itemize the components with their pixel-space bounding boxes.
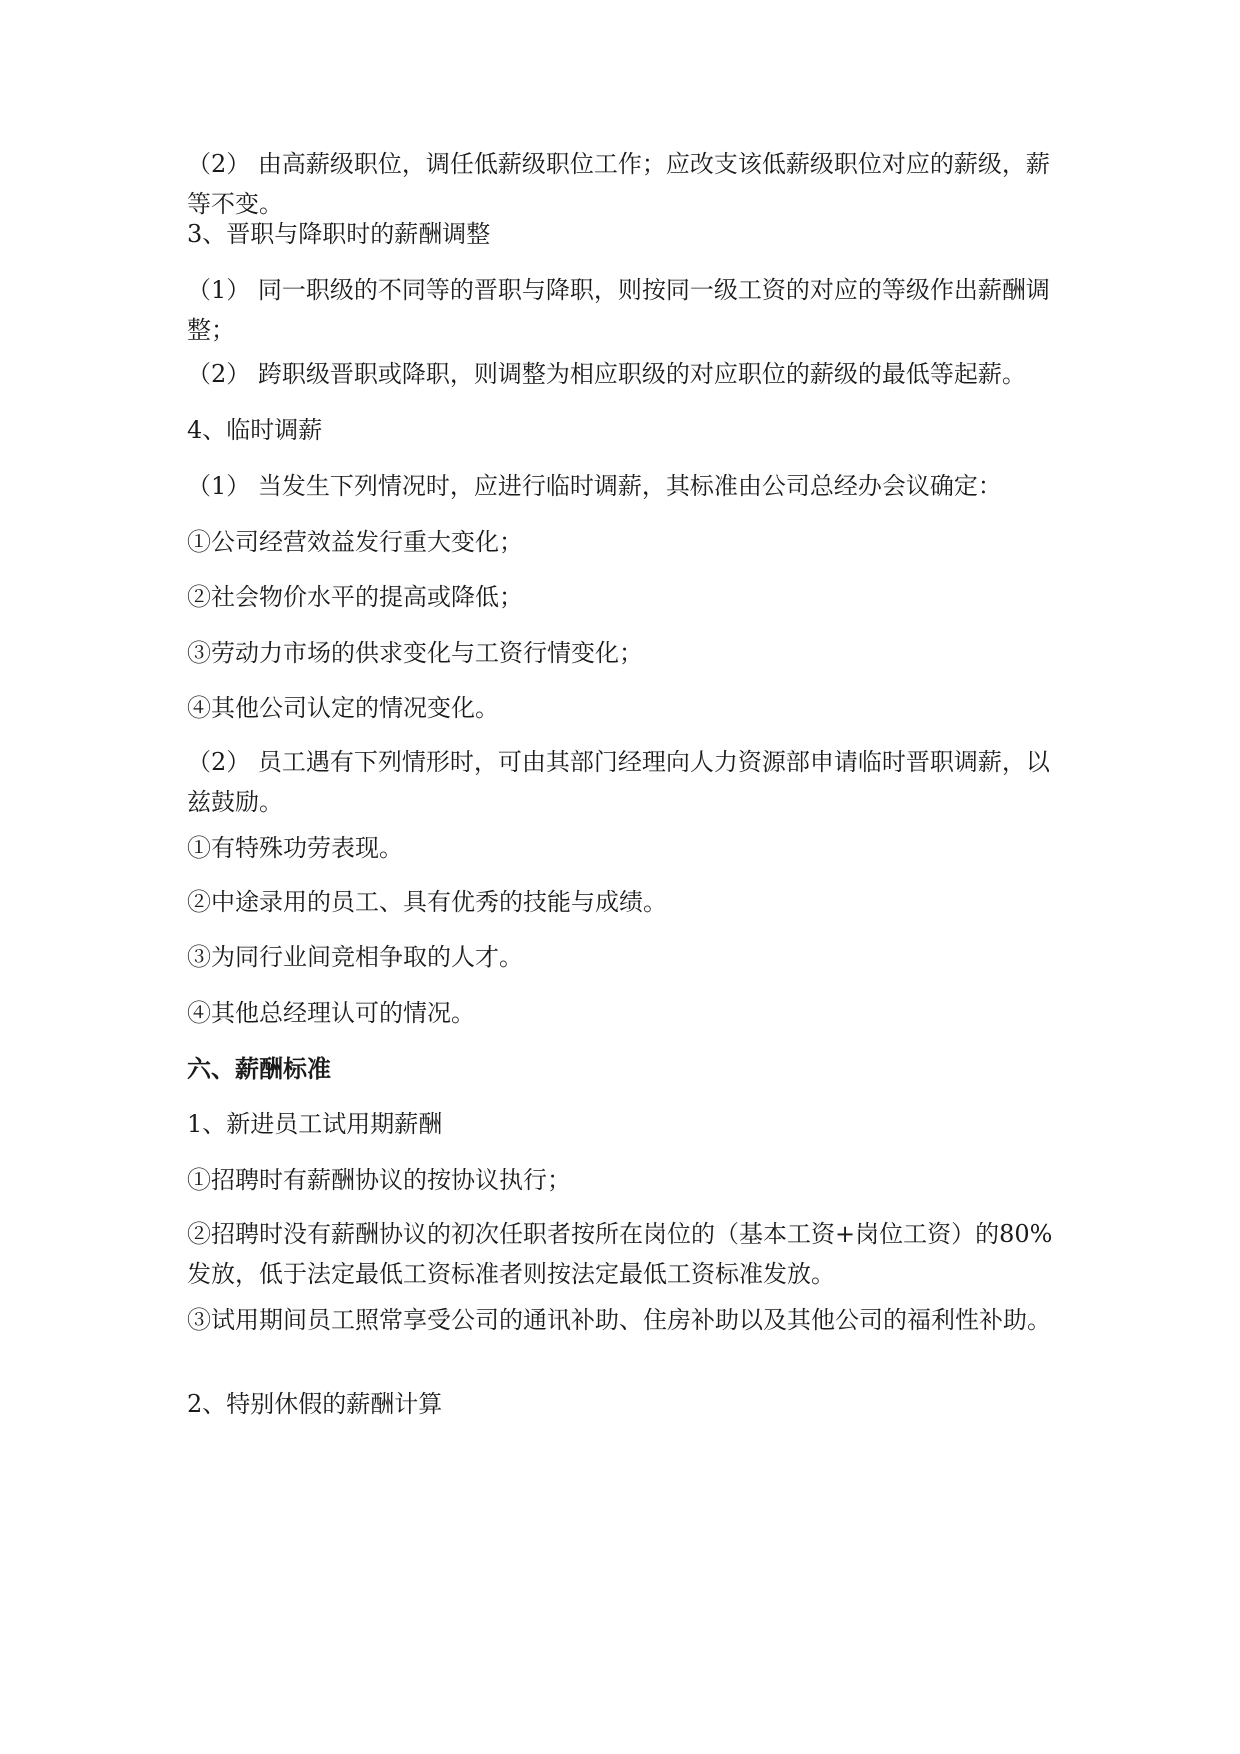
list-item-situation-3: ③为同行业间竞相争取的人才。 [187,943,523,971]
list-item-condition-4: ④其他公司认定的情况变化。 [187,694,499,722]
list-item-condition-2: ②社会物价水平的提高或降低； [187,583,523,611]
paragraph-cross-level-adjustment: （2） 跨职级晋职或降职，则调整为相应职级的对应职位的薪级的最低等起薪。 [187,360,1026,388]
list-item-condition-3: ③劳动力市场的供求变化与工资行情变化； [187,639,643,667]
subheading-probation-salary: 1、新进员工试用期薪酬 [187,1110,443,1138]
paragraph-employee-special-adjustment: （2） 员工遇有下列情形时，可由其部门经理向人力资源部申请临时晋职调薪，以兹鼓励。 [187,748,1050,816]
list-item-condition-1: ①公司经营效益发行重大变化； [187,528,523,556]
list-item-probation-rule-1: ①招聘时有薪酬协议的按协议执行； [187,1166,571,1194]
list-item-probation-rule-3: ③试用期间员工照常享受公司的通讯补助、住房补助以及其他公司的福利性补助。 [187,1306,1051,1334]
list-item-situation-1: ①有特殊功劳表现。 [187,834,403,862]
paragraph-temporary-adjustment-conditions: （1） 当发生下列情况时，应进行临时调薪，其标准由公司总经办会议确定： [187,472,1002,500]
list-item-probation-rule-2: ②招聘时没有薪酬协议的初次任职者按所在岗位的（基本工资+岗位工资）的80%发放，低于法定最低工资标准者则按法定最低工资标准发放。 [187,1220,1053,1288]
paragraph-same-level-adjustment: （1） 同一职级的不同等的晋职与降职，则按同一级工资的对应的等级作出薪酬调整； [187,276,1050,344]
list-item-situation-4: ④其他总经理认可的情况。 [187,999,475,1027]
list-item-situation-2: ②中途录用的员工、具有优秀的技能与成绩。 [187,888,667,916]
subheading-special-leave-salary: 2、特别休假的薪酬计算 [187,1390,443,1418]
subheading-temporary-adjustment: 4、临时调薪 [187,416,323,444]
paragraph-salary-grade-demotion: （2） 由高薪级职位，调任低薪级职位工作；应改支该低薪级职位对应的薪级，薪等不变。 [187,150,1050,218]
section-heading-salary-standard: 六、薪酬标准 [187,1055,331,1083]
subheading-promotion-demotion-adjustment: 3、晋职与降职时的薪酬调整 [187,220,491,248]
